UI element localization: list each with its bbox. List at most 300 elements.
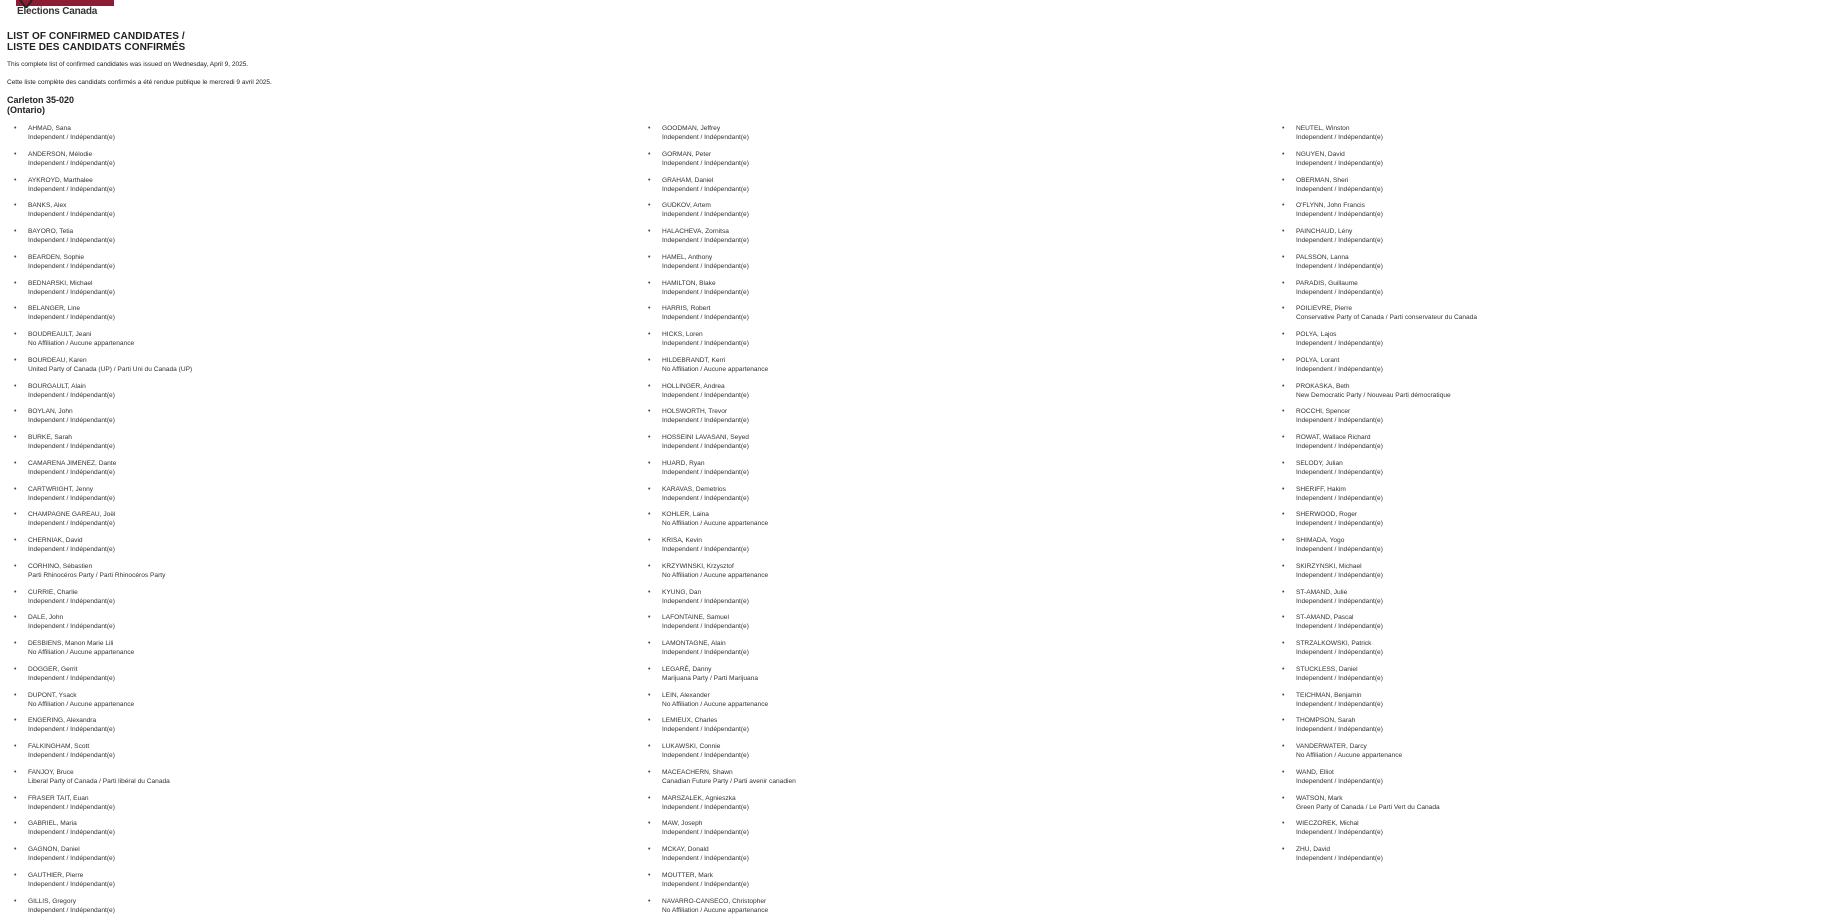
bullet-icon: • — [1282, 562, 1284, 571]
candidate-item — [648, 845, 796, 871]
candidate-name: BURKE, Sarah — [28, 433, 192, 442]
candidate-item — [1282, 768, 1477, 794]
candidate-party: Independent / Indépendant(e) — [662, 159, 796, 168]
candidate-party: Independent / Indépendant(e) — [1296, 468, 1477, 477]
candidate-item — [648, 794, 796, 820]
candidate-name: SHIMADA, Yogo — [1296, 536, 1477, 545]
candidate-name: NEUTEL, Winston — [1296, 124, 1477, 133]
candidate-party: Independent / Indépendant(e) — [662, 416, 796, 425]
candidate-name: LUKAWSKI, Connie — [662, 742, 796, 751]
candidate-item — [648, 691, 796, 717]
candidate-party: Independent / Indépendant(e) — [1296, 416, 1477, 425]
candidate-name: HUARD, Ryan — [662, 459, 796, 468]
candidate-party: Independent / Indépendant(e) — [1296, 339, 1477, 348]
bullet-icon: • — [1282, 459, 1284, 468]
bullet-icon: • — [1282, 150, 1284, 159]
candidate-item — [1282, 485, 1477, 511]
candidate-party: Marijuana Party / Parti Marijuana — [662, 674, 796, 683]
candidate-name: BEARDEN, Sophie — [28, 253, 192, 262]
bullet-icon: • — [14, 613, 16, 622]
candidate-name: KARAVAS, Demetrios — [662, 485, 796, 494]
candidate-item — [14, 227, 192, 253]
bullet-icon: • — [648, 227, 650, 236]
candidate-name: ROWAT, Wallace Richard — [1296, 433, 1477, 442]
candidate-name: OBERMAN, Sheri — [1296, 176, 1477, 185]
candidate-party: Independent / Indépendant(e) — [662, 880, 796, 889]
candidate-item — [14, 794, 192, 820]
candidate-party: Independent / Indépendant(e) — [662, 442, 796, 451]
bullet-icon: • — [648, 485, 650, 494]
bullet-icon: • — [648, 330, 650, 339]
candidate-party: Independent / Indépendant(e) — [1296, 210, 1477, 219]
candidate-name: FALKINGHAM, Scott — [28, 742, 192, 751]
bullet-icon: • — [14, 536, 16, 545]
candidate-item — [648, 742, 796, 768]
bullet-icon: • — [1282, 485, 1284, 494]
bullet-icon: • — [648, 639, 650, 648]
bullet-icon: • — [1282, 382, 1284, 391]
candidate-item — [1282, 845, 1477, 871]
page-title — [7, 31, 185, 53]
candidate-name: CHERNIAK, David — [28, 536, 192, 545]
candidate-name: DALE, John — [28, 613, 192, 622]
candidate-item — [14, 897, 192, 922]
candidate-party: Green Party of Canada / Le Parti Vert du Canada — [1296, 803, 1477, 812]
candidate-party: Independent / Indépendant(e) — [662, 597, 796, 606]
candidate-party: Independent / Indépendant(e) — [1296, 442, 1477, 451]
logo-wordmark: Elections Canada — [17, 6, 97, 17]
candidate-party: Independent / Indépendant(e) — [1296, 365, 1477, 374]
candidate-party: Independent / Indépendant(e) — [28, 133, 192, 142]
candidate-name: SELODY, Julian — [1296, 459, 1477, 468]
candidate-name: PALSSON, Lanna — [1296, 253, 1477, 262]
bullet-icon: • — [1282, 588, 1284, 597]
candidate-item — [14, 485, 192, 511]
bullet-icon: • — [14, 485, 16, 494]
candidate-item — [14, 613, 192, 639]
candidate-item — [14, 330, 192, 356]
candidate-item — [648, 897, 796, 922]
candidate-item — [14, 253, 192, 279]
candidate-item — [648, 201, 796, 227]
candidate-item — [648, 433, 796, 459]
candidate-party: Independent / Indépendant(e) — [662, 185, 796, 194]
candidate-item — [1282, 613, 1477, 639]
candidate-name: CARTWRIGHT, Jenny — [28, 485, 192, 494]
bullet-icon: • — [1282, 819, 1284, 828]
candidate-party: Independent / Indépendant(e) — [1296, 133, 1477, 142]
candidate-name: CURRIE, Charlie — [28, 588, 192, 597]
candidate-party: Independent / Indépendant(e) — [1296, 622, 1477, 631]
candidate-party: Independent / Indépendant(e) — [28, 828, 192, 837]
bullet-icon: • — [14, 562, 16, 571]
candidate-item — [648, 330, 796, 356]
candidate-party: Independent / Indépendant(e) — [662, 288, 796, 297]
title-english: LIST OF CONFIRMED CANDIDATES / — [7, 31, 185, 42]
bullet-icon: • — [648, 356, 650, 365]
candidate-name: LEMIEUX, Charles — [662, 716, 796, 725]
bullet-icon: • — [1282, 227, 1284, 236]
candidate-item — [648, 407, 796, 433]
candidate-list-column-2 — [648, 124, 796, 922]
candidate-name: KRISA, Kevin — [662, 536, 796, 545]
bullet-icon: • — [648, 176, 650, 185]
candidate-item — [14, 562, 192, 588]
candidate-name: FRASER TAIT, Euan — [28, 794, 192, 803]
candidate-item — [648, 382, 796, 408]
bullet-icon: • — [1282, 201, 1284, 210]
candidate-item — [14, 407, 192, 433]
issued-notice-english: This complete list of confirmed candidates was issued on Wednesday, April 9, 2025. — [7, 61, 248, 69]
bullet-icon: • — [1282, 639, 1284, 648]
candidate-name: PROKASKA, Beth — [1296, 382, 1477, 391]
bullet-icon: • — [648, 588, 650, 597]
bullet-icon: • — [1282, 742, 1284, 751]
candidate-item — [648, 459, 796, 485]
bullet-icon: • — [648, 691, 650, 700]
candidate-party: No Affiliation / Aucune appartenance — [28, 648, 192, 657]
candidate-party: Independent / Indépendant(e) — [28, 674, 192, 683]
bullet-icon: • — [648, 742, 650, 751]
riding-heading — [7, 95, 74, 115]
candidate-name: STRZALKOWSKI, Patrick — [1296, 639, 1477, 648]
candidate-name: DESBIENS, Manon Marie Lili — [28, 639, 192, 648]
candidate-party: No Affiliation / Aucune appartenance — [662, 519, 796, 528]
candidate-party: Independent / Indépendant(e) — [1296, 854, 1477, 863]
candidate-party: Independent / Indépendant(e) — [662, 622, 796, 631]
bullet-icon: • — [1282, 356, 1284, 365]
candidate-party: Independent / Indépendant(e) — [662, 854, 796, 863]
candidate-party: United Party of Canada (UP) / Parti Uni du Canada (UP) — [28, 365, 192, 374]
candidate-item — [1282, 176, 1477, 202]
title-french: LISTE DES CANDIDATS CONFIRMÉS — [7, 42, 185, 53]
candidate-name: MAW, Joseph — [662, 819, 796, 828]
candidate-party: Independent / Indépendant(e) — [1296, 236, 1477, 245]
candidate-party: Independent / Indépendant(e) — [28, 803, 192, 812]
candidate-name: MCKAY, Donald — [662, 845, 796, 854]
candidate-item — [648, 124, 796, 150]
candidate-name: DOGGER, Gerrit — [28, 665, 192, 674]
candidate-item — [14, 382, 192, 408]
candidate-item — [648, 304, 796, 330]
bullet-icon: • — [648, 510, 650, 519]
candidate-name: ZHU, David — [1296, 845, 1477, 854]
bullet-icon: • — [14, 459, 16, 468]
candidate-party: Independent / Indépendant(e) — [28, 622, 192, 631]
candidate-item — [648, 665, 796, 691]
candidate-item — [1282, 691, 1477, 717]
candidate-name: ANDERSON, Mélodie — [28, 150, 192, 159]
bullet-icon: • — [1282, 510, 1284, 519]
candidate-name: KRZYWINSKI, Krzysztof — [662, 562, 796, 571]
candidate-name: DUPONT, Ysack — [28, 691, 192, 700]
bullet-icon: • — [14, 691, 16, 700]
candidate-name: POLYA, Lorant — [1296, 356, 1477, 365]
candidate-name: HAMEL, Anthony — [662, 253, 796, 262]
candidate-name: CORHINO, Sébastien — [28, 562, 192, 571]
candidate-name: SKIRZYNSKI, Michael — [1296, 562, 1477, 571]
candidate-name: BOYLAN, John — [28, 407, 192, 416]
candidate-name: ST-AMAND, Julie — [1296, 588, 1477, 597]
candidate-party: Independent / Indépendant(e) — [28, 210, 192, 219]
candidate-item — [1282, 382, 1477, 408]
candidate-name: BOURDEAU, Karen — [28, 356, 192, 365]
bullet-icon: • — [648, 201, 650, 210]
candidate-item — [14, 716, 192, 742]
candidate-item — [1282, 279, 1477, 305]
candidate-item — [1282, 124, 1477, 150]
candidate-name: WAND, Elliot — [1296, 768, 1477, 777]
candidate-item — [14, 433, 192, 459]
bullet-icon: • — [1282, 665, 1284, 674]
candidate-name: SHERWOOD, Roger — [1296, 510, 1477, 519]
candidate-item — [1282, 742, 1477, 768]
candidate-name: THOMPSON, Sarah — [1296, 716, 1477, 725]
bullet-icon: • — [1282, 407, 1284, 416]
bullet-icon: • — [14, 407, 16, 416]
bullet-icon: • — [14, 150, 16, 159]
candidate-party: New Democratic Party / Nouveau Parti démocratique — [1296, 391, 1477, 400]
candidate-item — [14, 536, 192, 562]
candidate-item — [1282, 794, 1477, 820]
bullet-icon: • — [14, 768, 16, 777]
candidate-item — [648, 871, 796, 897]
candidate-item — [1282, 536, 1477, 562]
candidate-party: Independent / Indépendant(e) — [662, 339, 796, 348]
candidate-item — [648, 485, 796, 511]
candidate-item — [14, 665, 192, 691]
bullet-icon: • — [14, 433, 16, 442]
candidate-name: GOODMAN, Jeffrey — [662, 124, 796, 133]
candidate-item — [648, 356, 796, 382]
candidate-item — [1282, 407, 1477, 433]
candidate-item — [14, 150, 192, 176]
bullet-icon: • — [14, 819, 16, 828]
bullet-icon: • — [1282, 433, 1284, 442]
candidate-name: NAVARRO-CANSECO, Christopher — [662, 897, 796, 906]
candidate-name: GAUTHIER, Pierre — [28, 871, 192, 880]
candidate-item — [648, 613, 796, 639]
candidate-party: Independent / Indépendant(e) — [1296, 185, 1477, 194]
candidate-party: Independent / Indépendant(e) — [28, 288, 192, 297]
bullet-icon: • — [648, 382, 650, 391]
candidate-item — [1282, 150, 1477, 176]
candidate-name: BEDNARSKI, Michael — [28, 279, 192, 288]
candidate-party: Parti Rhinocéros Party / Parti Rhinocéros Party — [28, 571, 192, 580]
candidate-item — [1282, 253, 1477, 279]
candidate-item — [648, 819, 796, 845]
bullet-icon: • — [14, 897, 16, 906]
bullet-icon: • — [648, 536, 650, 545]
candidate-name: HOLSWORTH, Trevor — [662, 407, 796, 416]
candidate-name: HICKS, Loren — [662, 330, 796, 339]
candidate-item — [648, 510, 796, 536]
candidate-party: No Affiliation / Aucune appartenance — [662, 700, 796, 709]
candidate-party: Independent / Indépendant(e) — [662, 210, 796, 219]
candidate-item — [1282, 304, 1477, 330]
candidate-name: PAINCHAUD, Lény — [1296, 227, 1477, 236]
bullet-icon: • — [1282, 691, 1284, 700]
bullet-icon: • — [1282, 768, 1284, 777]
candidate-name: AHMAD, Sana — [28, 124, 192, 133]
bullet-icon: • — [1282, 845, 1284, 854]
bullet-icon: • — [648, 897, 650, 906]
candidate-item — [1282, 227, 1477, 253]
candidate-party: Independent / Indépendant(e) — [1296, 545, 1477, 554]
candidate-item — [1282, 459, 1477, 485]
candidate-item — [648, 227, 796, 253]
bullet-icon: • — [14, 794, 16, 803]
bullet-icon: • — [14, 279, 16, 288]
candidate-party: Independent / Indépendant(e) — [28, 416, 192, 425]
candidate-name: GABRIEL, Maria — [28, 819, 192, 828]
bullet-icon: • — [648, 665, 650, 674]
candidate-item — [14, 510, 192, 536]
candidate-party: Independent / Indépendant(e) — [662, 648, 796, 657]
candidate-party: Independent / Indépendant(e) — [1296, 700, 1477, 709]
bullet-icon: • — [14, 382, 16, 391]
candidate-name: LEGARÉ, Danny — [662, 665, 796, 674]
candidate-party: Independent / Indépendant(e) — [662, 803, 796, 812]
bullet-icon: • — [648, 562, 650, 571]
candidate-name: O'FLYNN, John Francis — [1296, 201, 1477, 210]
bullet-icon: • — [14, 871, 16, 880]
candidate-item — [1282, 819, 1477, 845]
riding-name: Carleton 35-020 — [7, 95, 74, 105]
bullet-icon: • — [14, 227, 16, 236]
candidate-name: HARRIS, Robert — [662, 304, 796, 313]
candidate-name: LAMONTAGNE, Alain — [662, 639, 796, 648]
candidate-party: Independent / Indépendant(e) — [1296, 777, 1477, 786]
candidate-party: Independent / Indépendant(e) — [28, 442, 192, 451]
bullet-icon: • — [648, 304, 650, 313]
candidate-party: Independent / Indépendant(e) — [28, 725, 192, 734]
issued-notice-french: Cette liste complète des candidats confirmés a été rendue publique le mercredi 9 avril 2025. — [7, 79, 272, 87]
candidate-name: KOHLER, Laina — [662, 510, 796, 519]
candidate-name: HILDEBRANDT, Kerri — [662, 356, 796, 365]
candidate-name: FANJOY, Bruce — [28, 768, 192, 777]
candidate-name: MARSZALEK, Agnieszka — [662, 794, 796, 803]
candidate-party: Independent / Indépendant(e) — [662, 313, 796, 322]
candidate-party: Independent / Indépendant(e) — [28, 751, 192, 760]
candidate-item — [648, 536, 796, 562]
candidate-party: Independent / Indépendant(e) — [1296, 674, 1477, 683]
candidate-name: POILIEVRE, Pierre — [1296, 304, 1477, 313]
bullet-icon: • — [14, 304, 16, 313]
candidate-item — [648, 768, 796, 794]
bullet-icon: • — [1282, 794, 1284, 803]
candidate-item — [648, 562, 796, 588]
candidate-list-column-3 — [1282, 124, 1477, 871]
candidate-name: CHAMPAGNE GAREAU, Joël — [28, 510, 192, 519]
bullet-icon: • — [648, 794, 650, 803]
bullet-icon: • — [648, 253, 650, 262]
candidate-party: Independent / Indépendant(e) — [662, 828, 796, 837]
bullet-icon: • — [648, 150, 650, 159]
candidate-name: GAGNON, Daniel — [28, 845, 192, 854]
candidate-list-column-1 — [14, 124, 192, 922]
candidate-name: AYKROYD, Marthalee — [28, 176, 192, 185]
bullet-icon: • — [1282, 330, 1284, 339]
candidate-name: BANKS, Alex — [28, 201, 192, 210]
bullet-icon: • — [648, 716, 650, 725]
candidate-party: Independent / Indépendant(e) — [1296, 725, 1477, 734]
candidate-name: POLYA, Lajos — [1296, 330, 1477, 339]
candidate-name: GRAHAM, Daniel — [662, 176, 796, 185]
candidate-item — [648, 716, 796, 742]
candidate-item — [14, 356, 192, 382]
bullet-icon: • — [14, 201, 16, 210]
candidate-party: Canadian Future Party / Parti avenir canadien — [662, 777, 796, 786]
candidate-name: HALACHEVA, Zornitsa — [662, 227, 796, 236]
candidate-party: Independent / Indépendant(e) — [28, 519, 192, 528]
candidate-item — [1282, 716, 1477, 742]
candidate-item — [648, 150, 796, 176]
bullet-icon: • — [1282, 253, 1284, 262]
candidate-item — [648, 176, 796, 202]
candidate-item — [648, 279, 796, 305]
bullet-icon: • — [14, 176, 16, 185]
candidate-party: Independent / Indépendant(e) — [28, 313, 192, 322]
candidate-item — [14, 588, 192, 614]
bullet-icon: • — [648, 819, 650, 828]
candidate-party: Independent / Indépendant(e) — [662, 262, 796, 271]
bullet-icon: • — [648, 433, 650, 442]
candidate-party: Independent / Indépendant(e) — [28, 880, 192, 889]
bullet-icon: • — [648, 613, 650, 622]
candidate-name: LAFONTAINE, Samuel — [662, 613, 796, 622]
bullet-icon: • — [14, 356, 16, 365]
bullet-icon: • — [14, 742, 16, 751]
candidate-name: LEIN, Alexander — [662, 691, 796, 700]
candidate-item — [14, 459, 192, 485]
candidate-party: No Affiliation / Aucune appartenance — [662, 906, 796, 915]
bullet-icon: • — [1282, 304, 1284, 313]
candidate-item — [14, 176, 192, 202]
candidate-party: Independent / Indépendant(e) — [662, 133, 796, 142]
candidate-party: Independent / Indépendant(e) — [28, 545, 192, 554]
candidate-name: WATSON, Mark — [1296, 794, 1477, 803]
bullet-icon: • — [14, 665, 16, 674]
candidate-item — [1282, 433, 1477, 459]
candidate-party: Independent / Indépendant(e) — [1296, 494, 1477, 503]
bullet-icon: • — [14, 845, 16, 854]
candidate-party: Independent / Indépendant(e) — [28, 391, 192, 400]
candidate-party: Independent / Indépendant(e) — [1296, 519, 1477, 528]
candidate-name: ENGERING, Alexandra — [28, 716, 192, 725]
candidate-item — [14, 871, 192, 897]
candidate-item — [14, 639, 192, 665]
candidate-party: Independent / Indépendant(e) — [662, 725, 796, 734]
candidate-item — [14, 691, 192, 717]
candidate-party: Independent / Indépendant(e) — [662, 391, 796, 400]
candidate-name: BAYORO, Tetia — [28, 227, 192, 236]
candidate-name: VANDERWATER, Darcy — [1296, 742, 1477, 751]
candidate-name: TEICHMAN, Benjamin — [1296, 691, 1477, 700]
candidate-item — [14, 768, 192, 794]
candidate-party: Independent / Indépendant(e) — [28, 494, 192, 503]
candidate-party: Conservative Party of Canada / Parti conservateur du Canada — [1296, 313, 1477, 322]
candidate-party: No Affiliation / Aucune appartenance — [1296, 751, 1477, 760]
candidate-party: Independent / Indépendant(e) — [28, 906, 192, 915]
candidate-name: GILLIS, Gregory — [28, 897, 192, 906]
candidate-party: Liberal Party of Canada / Parti libéral du Canada — [28, 777, 192, 786]
candidate-item — [1282, 510, 1477, 536]
candidate-item — [1282, 588, 1477, 614]
candidate-item — [648, 588, 796, 614]
candidate-name: ST-AMAND, Pascal — [1296, 613, 1477, 622]
bullet-icon: • — [14, 330, 16, 339]
